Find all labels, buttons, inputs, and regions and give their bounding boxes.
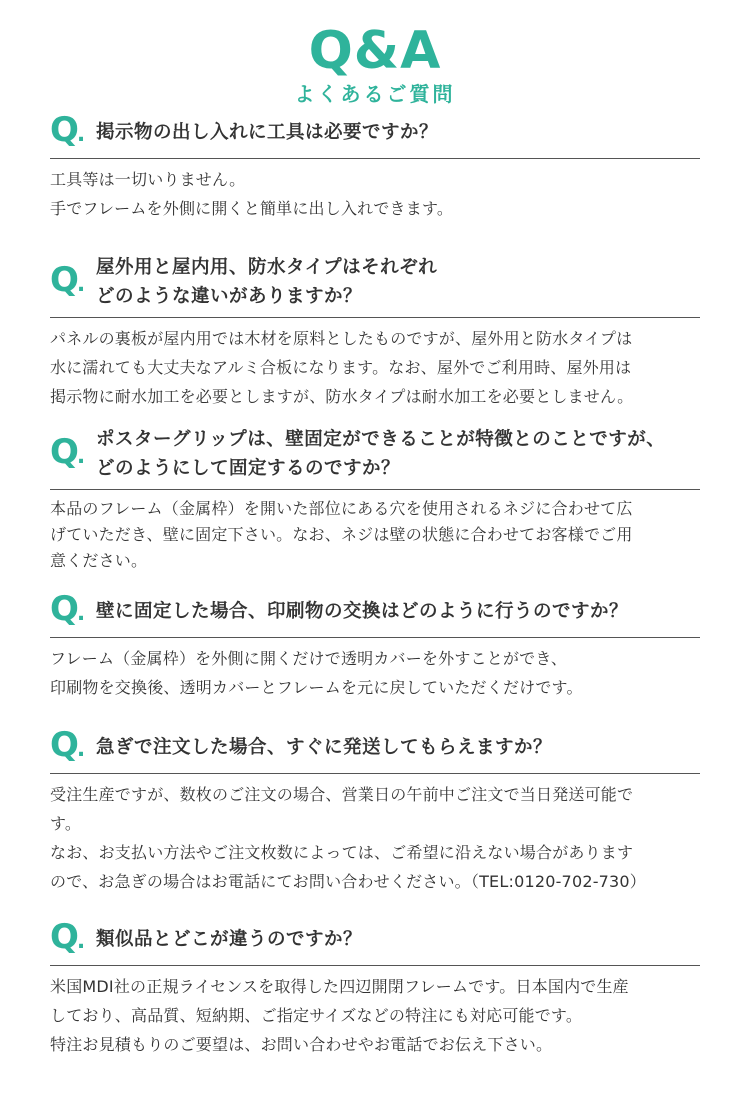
q-mark-icon: Q. xyxy=(50,110,84,150)
question-row xyxy=(50,725,700,774)
q-mark-icon: Q. xyxy=(50,259,84,300)
question-text: 壁に固定した場合、印刷物の交換はどのように行うのですか？ xyxy=(96,601,629,622)
qa-item xyxy=(50,253,700,411)
page-title: Q&A xyxy=(308,21,442,81)
qa-item xyxy=(50,589,700,702)
q-mark-icon: Q. xyxy=(50,917,84,957)
question-row xyxy=(50,917,700,966)
qa-item xyxy=(50,725,700,896)
question-row xyxy=(50,253,700,318)
qa-item xyxy=(50,425,700,574)
question-text: ポスターグリップは、壁固定ができることが特徴とのことですが、 どのようにして固定するのですか？ xyxy=(96,429,666,479)
question-row xyxy=(50,110,700,159)
qa-item xyxy=(50,110,700,223)
answer-text: 受注生産ですが、数枚のご注文の場合、営業日の午前中ご注文で当日発送可能で す。 なお、お支払い方法やご注文枚数によっては、ご希望に沿えない場合があります ので、お急ぎの場合はお電話にてお問い合わせください。（TEL:0120-702-730） xyxy=(50,785,647,891)
answer-text: 工具等は一切いりません。 手でフレームを外側に開くと簡単に出し入れできます。 xyxy=(50,170,454,218)
question-row xyxy=(50,425,700,490)
answer-text: 米国MDI社の正規ライセンスを取得した四辺開閉フレームです。日本国内で生産 しており、高品質、短納期、ご指定サイズなどの特注にも対応可能です。 特注お見積もりのご要望は、お問い合わせやお電話でお伝え下さい。 xyxy=(50,977,629,1054)
question-text: 急ぎで注文した場合、すぐに発送してもらえますか？ xyxy=(96,737,553,758)
question-text: 掲示物の出し入れに工具は必要ですか？ xyxy=(96,122,439,143)
qa-item xyxy=(50,917,700,1059)
q-mark-icon: Q. xyxy=(50,431,84,472)
page-subtitle: よくあるご質問 xyxy=(294,82,456,106)
answer-text: 本品のフレーム（金属枠）を開いた部位にある穴を使用されるネジに合わせて広 げていただき、壁に固定下さい。なお、ネジは壁の状態に合わせてお客様でご用 意ください。 xyxy=(50,499,633,570)
answer-text: パネルの裏板が屋内用では木材を原料としたものですが、屋外用と防水タイプは 水に濡れても大丈夫なアルミ合板になります。なお、屋外でご利用時、屋外用は 掲示物に耐水加工を必要としますが、防水タイプは耐水加工を必要としません。 xyxy=(50,329,634,406)
question-row xyxy=(50,589,700,638)
q-mark-icon: Q. xyxy=(50,725,84,765)
q-mark-icon: Q. xyxy=(50,589,84,629)
question-text: 屋外用と屋内用、防水タイプはそれぞれ どのような違いがありますか？ xyxy=(96,257,438,307)
page-header xyxy=(0,0,750,107)
question-text: 類似品とどこが違うのですか？ xyxy=(96,929,363,950)
answer-text: フレーム（金属枠）を外側に開くだけで透明カバーを外すことができ、 印刷物を交換後、透明カバーとフレームを元に戻していただくだけです。 xyxy=(50,649,583,697)
